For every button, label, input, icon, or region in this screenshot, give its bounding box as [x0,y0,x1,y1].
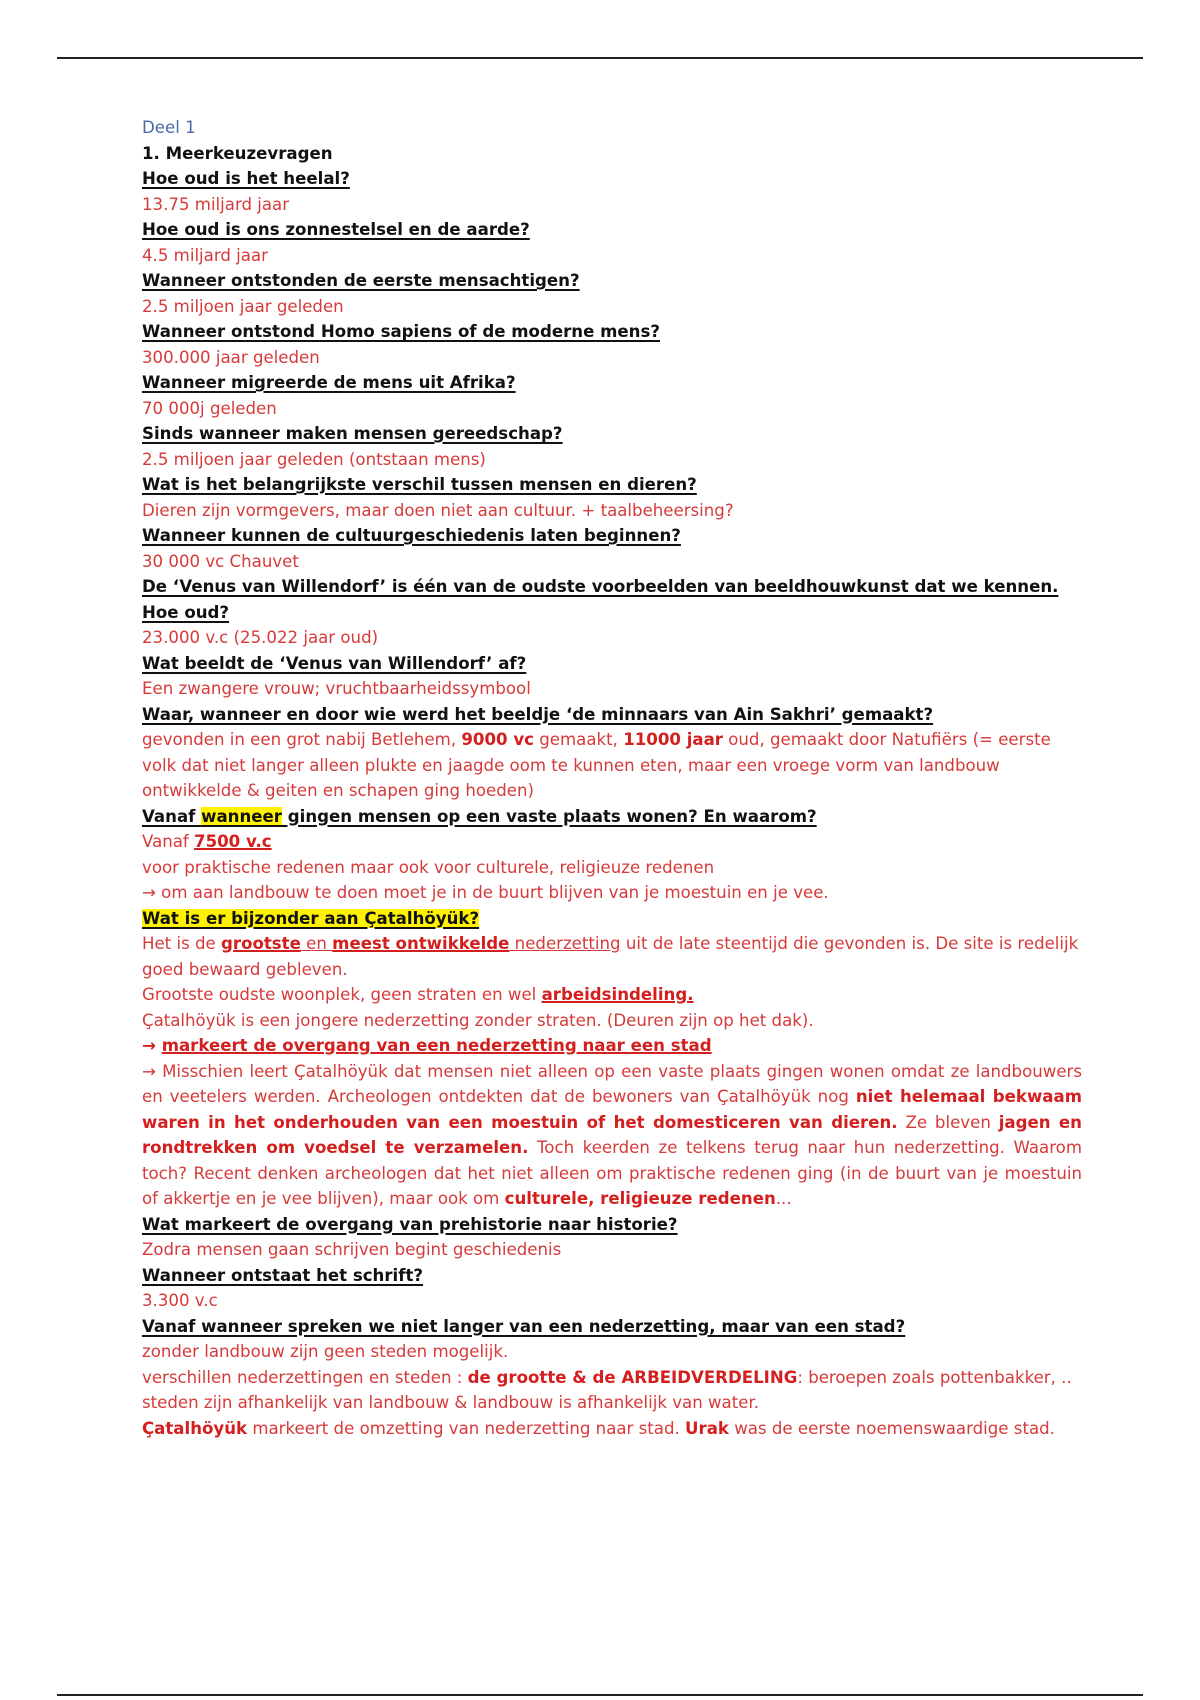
answer-16-line-4 [142,1416,1082,1442]
answer-16-line-3: steden zijn afhankelijk van landbouw & landbouw is afhankelijk van water. [142,1393,760,1412]
question-12-text-2: gingen mensen op een vaste plaats wonen? En waarom? [282,806,817,826]
answer-13-p5-f: culturele, religieuze redenen [504,1189,776,1208]
answer-5: 70 000j geleden [142,398,277,418]
question-16: Vanaf wanneer spreken we niet langer van een nederzetting, maar van een stad? [142,1316,906,1336]
answer-13-p4-b: markeert de overgang van een nederzetting naar een stad [161,1036,712,1055]
question-6: Sinds wanneer maken mensen gereedschap? [142,424,563,443]
answer-2: 4.5 miljard jaar [142,245,268,265]
answer-13-p5-g: ... [775,1189,792,1208]
answer-13-p2-a: Grootste oudste woonplek, geen straten en wel [142,985,542,1004]
answer-13-p2 [142,982,1082,1008]
answer-13-p5-b: niet helemaal bekwaam waren in het onderhouden van een moestuin of het domesticeren van dieren. [142,1087,1082,1132]
answer-16-line-2 [142,1365,1082,1391]
question-7: Wat is het belangrijkste verschil tussen mensen en dieren? [142,475,697,494]
answer-11-age: 11000 jaar [623,730,723,749]
answer-16-line-4-c: was de eerste noemenswaardige stad. [728,1418,1055,1438]
answer-13-p5-a: → Misschien leert Çatalhöyük dat mensen niet alleen op een vaste plaats gingen wonen omdat ze landbouwers en veetelers werden. Archeologen ontdekten dat de bewoners van Çatalhöyük nog [142,1061,1082,1106]
answer-11-text-2: gemaakt, [534,730,624,749]
section-heading: 1. Meerkeuzevragen [142,143,333,163]
answer-12-line-2: voor praktische redenen maar ook voor culturele, religieuze redenen [142,857,715,877]
answer-16-line-2-a: verschillen nederzettingen en steden : [142,1367,468,1387]
question-2: Hoe oud is ons zonnestelsel en de aarde? [142,220,530,239]
answer-1: 13.75 miljard jaar [142,194,290,214]
answer-8: 30 000 vc Chauvet [142,551,299,571]
answer-13-p1 [142,931,1082,982]
top-divider [57,57,1143,59]
answer-13-p1-b2: meest ontwikkelde [332,934,510,953]
answer-16-line-4-b2: Urak [685,1418,729,1438]
answer-13-p1-b1: grootste [221,934,301,953]
arrow-icon: → [142,1036,162,1055]
answer-13-p1-e: uit de late steentijd die gevonden is. De site is redelijk goed bewaard gebleven. [142,934,1079,979]
answer-16-line-2-c: : beroepen zoals pottenbakker, .. [797,1367,1072,1387]
question-12-text-1: Vanaf [142,806,202,826]
document-body [142,115,1082,1441]
question-10: Wat beeldt de ‘Venus van Willendorf’ af? [142,653,527,673]
question-9: De ‘Venus van Willendorf’ is één van de oudste voorbeelden van beeldhouwkunst dat we kennen. Hoe oud? [142,577,1059,622]
question-5: Wanneer migreerde de mens uit Afrika? [142,373,516,392]
section-label: Deel 1 [142,118,196,137]
question-14: Wat markeert de overgang van prehistorie naar historie? [142,1214,678,1234]
question-11: Waar, wanneer en door wie werd het beeldje ‘de minnaars van Ain Sakhri’ gemaakt? [142,704,934,724]
question-12-highlight: wanneer [201,806,282,826]
answer-12-line-3: → om aan landbouw te doen moet je in de buurt blijven van je moestuin en je vee. [142,883,829,902]
answer-16-line-4-b1: Çatalhöyük [142,1418,248,1438]
answer-13-p5-c: Ze bleven [897,1112,999,1132]
answer-13-p5-e: Toch keerden ze telkens terug naar hun nederzetting. Waarom toch? Recent denken archeologen dat het niet alleen om praktische redenen ging (in de buurt van je moestuin of akkertje en je vee blijven), maar ook om [142,1138,1082,1208]
question-1: Hoe oud is het heelal? [142,169,350,188]
answer-10: Een zwangere vrouw; vruchtbaarheidssymbool [142,679,531,698]
answer-15: 3.300 v.c [142,1291,218,1310]
answer-13-p5 [142,1059,1082,1212]
answer-14: Zodra mensen gaan schrijven begint geschiedenis [142,1240,562,1259]
answer-11-text-1: gevonden in een grot nabij Betlehem, [142,730,462,749]
answer-11-date: 9000 vc [461,730,534,749]
answer-7: Dieren zijn vormgevers, maar doen niet aan cultuur. + taalbeheersing? [142,500,734,520]
answer-13-p4 [142,1033,1082,1059]
answer-3: 2.5 miljoen jaar geleden [142,296,344,316]
question-15: Wanneer ontstaat het schrift? [142,1265,424,1285]
answer-6: 2.5 miljoen jaar geleden (ontstaan mens) [142,449,486,469]
question-13: Wat is er bijzonder aan Çatalhöyük? [142,908,480,928]
answer-16-line-4-a: markeert de omzetting van nederzetting naar stad. [247,1418,686,1438]
answer-12-date: 7500 v.c [194,832,272,851]
answer-13-p3: Çatalhöyük is een jongere nederzetting zonder straten. (Deuren zijn op het dak). [142,1010,814,1030]
bottom-divider [57,1694,1143,1696]
answer-13-p1-c: en [300,934,333,953]
answer-12-prefix: Vanaf [142,832,195,851]
answer-13-p1-d: nederzetting [509,934,621,953]
answer-9: 23.000 v.c (25.022 jaar oud) [142,628,379,647]
answer-13-p2-b: arbeidsindeling. [541,985,694,1004]
question-3: Wanneer ontstonden de eerste mensachtigen? [142,271,580,290]
answer-4: 300.000 jaar geleden [142,347,320,367]
answer-11-text-3: oud, gemaakt door Natufiërs (= eerste volk dat niet langer alleen plukte en jaagde oom te kunnen eten, maar een vroege vorm van landbouw ontwikkelde & geiten en schapen ging hoeden) [142,730,1051,800]
answer-16-line-1: zonder landbouw zijn geen steden mogelijk. [142,1342,509,1361]
question-8: Wanneer kunnen de cultuurgeschiedenis laten beginnen? [142,526,681,545]
answer-11 [142,727,1082,804]
question-4: Wanneer ontstond Homo sapiens of de moderne mens? [142,322,660,341]
answer-16-line-2-b: de grootte & de ARBEIDVERDELING [467,1367,798,1387]
question-12 [142,807,817,826]
answer-12-line-1 [142,829,1082,855]
answer-13-p1-a: Het is de [142,934,222,953]
answer-13-p5-d: jagen en rondtrekken om voedsel te verzamelen. [142,1112,1082,1157]
